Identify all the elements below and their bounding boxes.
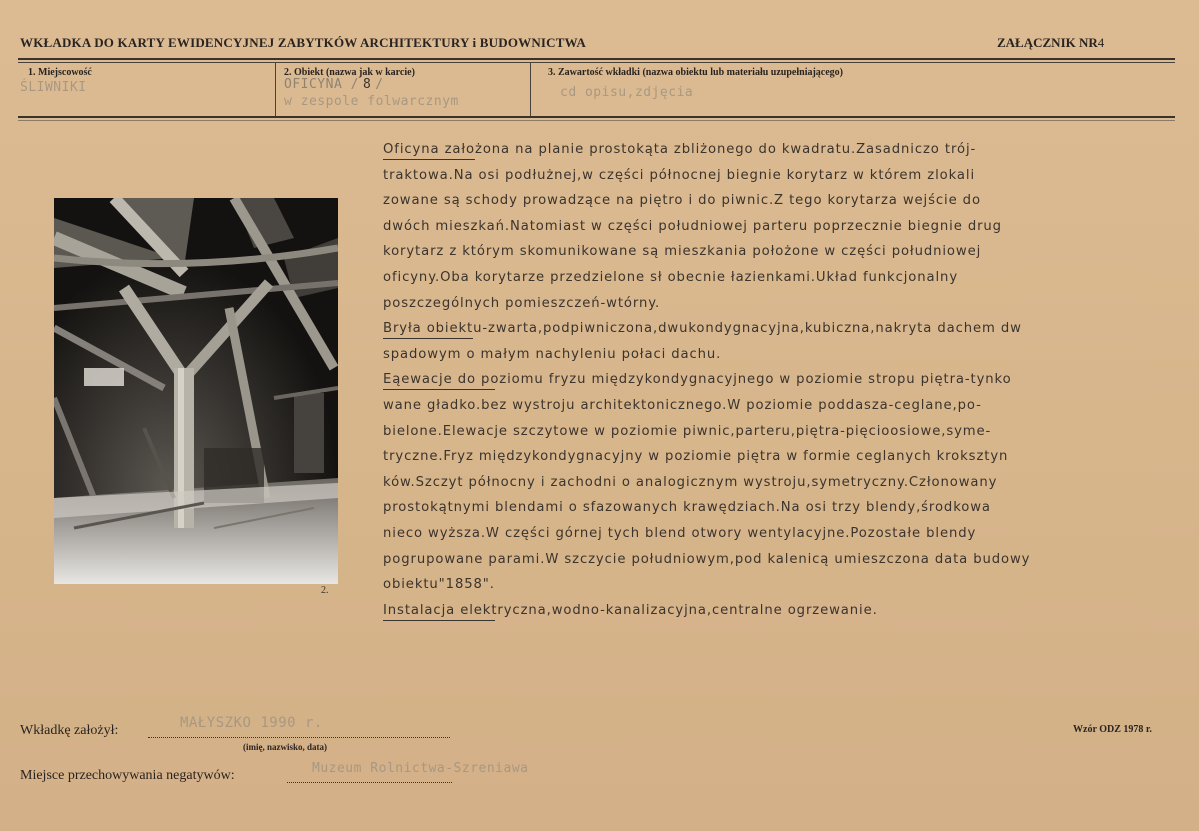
field-object-context: w zespole folwarcznym xyxy=(284,94,459,109)
description-line: ków.Szczyt północny i zachodni o analogicznym wystroju,symetryczny.Członowany xyxy=(383,474,998,490)
description-line: traktowa.Na osi podłużnej,w części północnej biegnie korytarz w którem zlokali xyxy=(383,167,976,183)
section-heading-elewacje: Eąewacje do poziomu fryzu międzykondygnacyjnego w poziomie stropu piętra-tynko xyxy=(383,372,1012,388)
created-by-label: Wkładkę założył: xyxy=(20,723,119,738)
description-line: pogrupowane parami.W szczycie południowym,pod kalenicą umieszczona data budowy xyxy=(383,551,1031,567)
object-number: 8 xyxy=(362,77,372,92)
description-line: tryczne.Fryz międzykondygnacyjny w poziomie piętra w formie ceglanych kroksztyn xyxy=(383,449,1009,465)
description-line xyxy=(383,316,1173,342)
field-object-value xyxy=(284,77,384,92)
field-content-value: cd opisu,zdjęcia xyxy=(560,85,694,100)
heading-underline xyxy=(383,338,473,339)
heading-underline xyxy=(383,159,475,160)
annex-label xyxy=(997,35,1104,51)
description-line: wane gładko.bez wystroju architektonicznego.W poziomie poddasza-ceglane,po- xyxy=(383,397,982,413)
object-name: OFICYNA / xyxy=(284,77,359,92)
section-heading-oficyna: Oficyna założona na planie prostokąta zbliżonego do kwadratu.Zasadniczo trój- xyxy=(383,142,977,157)
heading-underline xyxy=(383,620,495,621)
negatives-location-label: Miejsce przechowywania negatywów: xyxy=(20,768,235,783)
created-by-line xyxy=(148,737,450,738)
field-separator-2 xyxy=(530,63,531,116)
annex-text: ZAŁĄCZNIK NR xyxy=(997,35,1098,50)
description-line xyxy=(383,137,1173,163)
description-line: bielone.Elewacje szczytowe w poziomie piwnic,parteru,piętra-pięcioosiowe,syme- xyxy=(383,423,992,439)
header-rule-thin xyxy=(18,62,1175,63)
header-rule xyxy=(18,58,1175,60)
description-line: spadowym o małym nachyleniu połaci dachu. xyxy=(383,346,722,362)
heading-underline xyxy=(383,389,495,390)
description-line: korytarz z którym skomunikowane są mieszkania położone w części południowej xyxy=(383,244,982,260)
field-place-value: ŚLIWNIKI xyxy=(20,80,87,95)
field-content-label: 3. Zawartość wkładki (nazwa obiektu lub materiału uzupełniającego) xyxy=(548,67,844,78)
field-separator-1 xyxy=(275,63,276,116)
created-by-value: MAŁYSZKO 1990 r. xyxy=(180,715,323,731)
description-line: poszczególnych pomieszczeń-wtórny. xyxy=(383,295,661,311)
description-line: prostokątnymi blendami o sfazowanych krawędziach.Na osi trzy blendy,środkowa xyxy=(383,500,991,516)
section-heading-bryla: Bryła obiektu-zwarta,podpiwniczona,dwukondygnacyjna,kubiczna,nakryta dachem dw xyxy=(383,321,1022,337)
section-heading-instalacja: Instalacja elektryczna,wodno-kanalizacyjna,centralne ogrzewanie. xyxy=(383,602,878,618)
object-slash: / xyxy=(375,77,384,92)
attic-photo xyxy=(54,198,338,584)
form-code: Wzór ODZ 1978 r. xyxy=(1073,724,1152,735)
description-line xyxy=(383,367,1173,393)
description-line: dwóch mieszkań.Natomiast w części południowej parteru poprzecznie biegnie drug xyxy=(383,218,1002,234)
description-line xyxy=(383,598,1173,624)
field-object-label: 2. Obiekt (nazwa jak w karcie) xyxy=(284,67,415,78)
negatives-location-line xyxy=(287,782,452,783)
annex-number: 4 xyxy=(1097,35,1105,50)
fields-bottom-rule-thin xyxy=(18,120,1175,121)
description-line: zowane są schody prowadzące na piętro i do piwnic.Z tego korytarza wejście do xyxy=(383,193,981,209)
card-title: WKŁADKA DO KARTY EWIDENCYJNEJ ZABYTKÓW ARCHITEKTURY i BUDOWNICTWA xyxy=(20,35,586,50)
description-line: obiektu"1858". xyxy=(383,577,495,593)
fields-bottom-rule xyxy=(18,116,1175,118)
description-line: nieco wyższa.W części górnej tych blend otwory wentylacyjne.Pozostałe blendy xyxy=(383,525,977,541)
photo-number: 2. xyxy=(321,585,329,596)
attic-roof-truss-image xyxy=(54,198,338,584)
negatives-location-value: Muzeum Rolnictwa-Szreniawa xyxy=(312,761,529,776)
description-text xyxy=(383,137,1173,623)
field-place-label: 1. Miejscowość xyxy=(28,67,92,78)
created-by-hint: (imię, nazwisko, data) xyxy=(243,742,327,752)
description-line: oficyny.Oba korytarze przedzielone sł obecnie łazienkami.Układ funkcjonalny xyxy=(383,269,959,285)
